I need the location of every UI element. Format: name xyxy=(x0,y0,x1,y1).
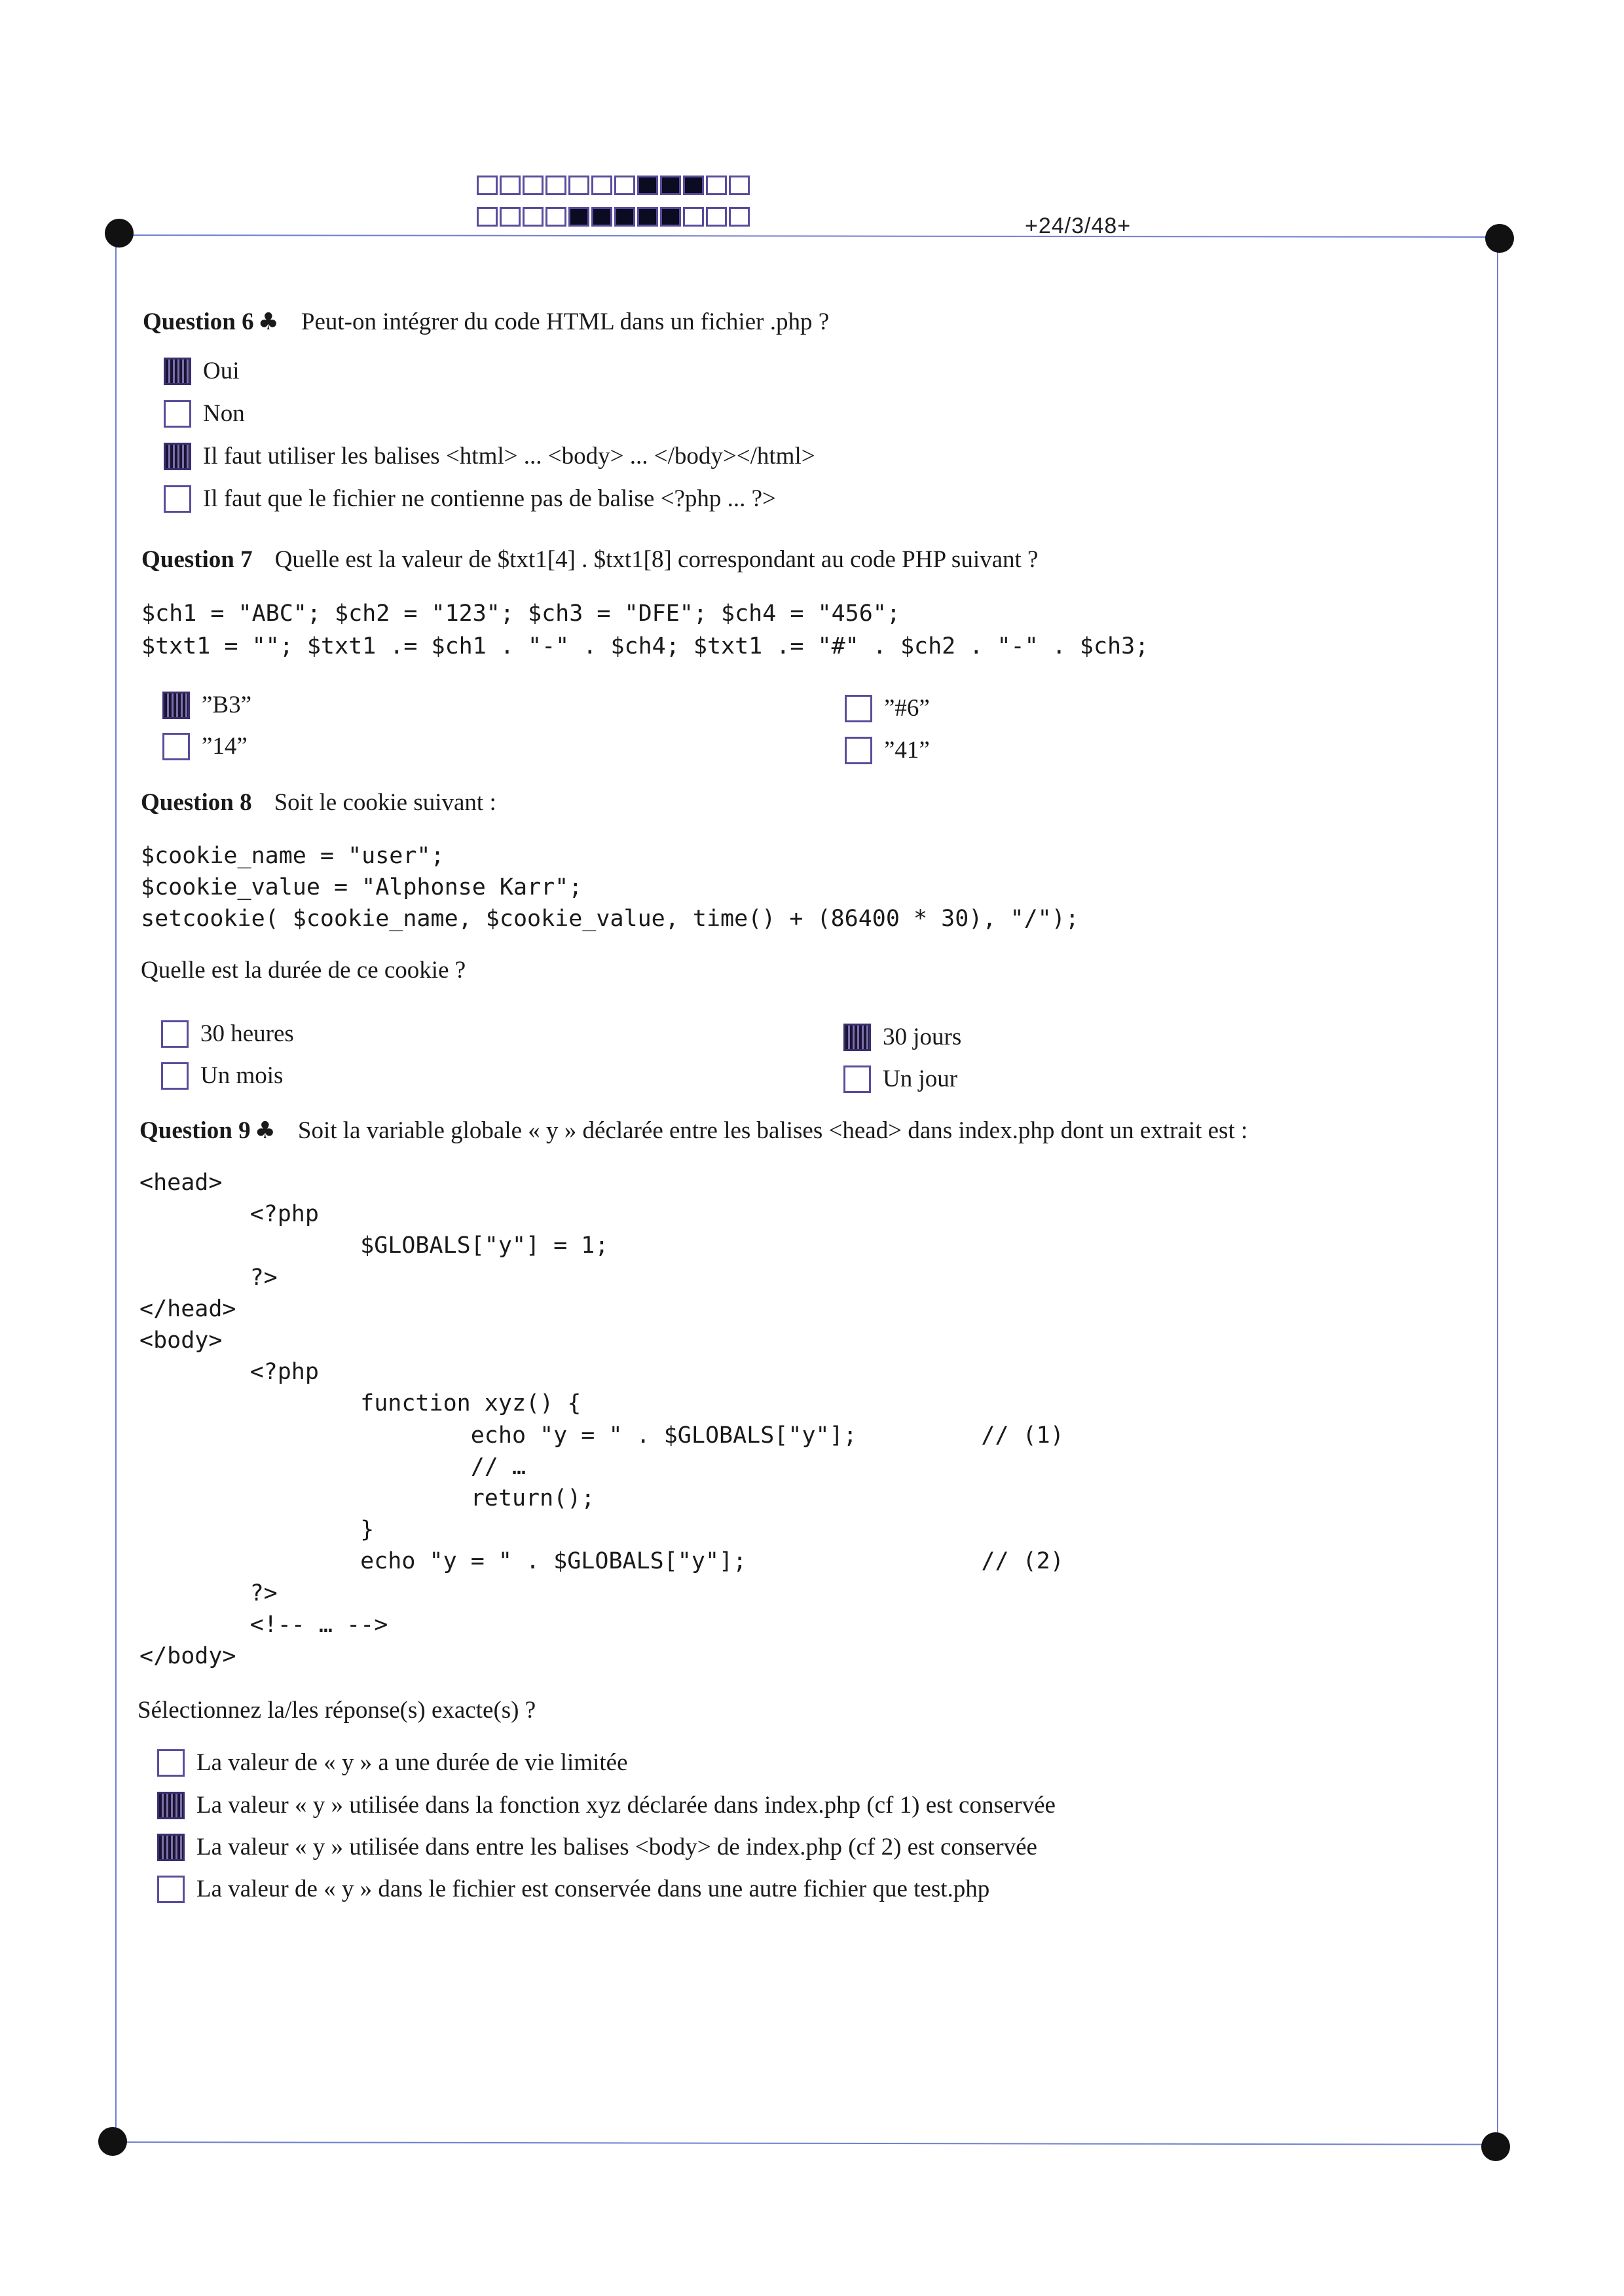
q9-option-1[interactable] xyxy=(157,1749,628,1777)
q7-option-3-checkbox[interactable] xyxy=(845,695,872,722)
code-cell xyxy=(637,176,658,195)
question-8-question: Quelle est la durée de ce cookie ? xyxy=(141,957,466,984)
question-8-code: $cookie_name = "user"; $cookie_value = "Alphonse Karr"; setcookie( $cookie_name, $cookie_value, time() + (86400 * 30), "/"); xyxy=(141,843,1079,932)
q7-option-4[interactable] xyxy=(845,736,930,764)
q9-option-3-checkbox[interactable] xyxy=(157,1834,185,1861)
question-7-title xyxy=(141,546,1038,574)
code-cell xyxy=(523,176,544,195)
question-7-text: Quelle est la valeur de $txt1[4] . $txt1[8] correspondant au code PHP suivant ? xyxy=(274,546,1039,573)
code-cell xyxy=(683,176,704,195)
frame-left-line xyxy=(115,234,117,2141)
code-cell xyxy=(591,207,612,227)
code-cell xyxy=(568,176,589,195)
page-id: +24/3/48+ xyxy=(1025,213,1132,238)
code-cell xyxy=(545,176,566,195)
q8-option-4[interactable] xyxy=(843,1065,957,1093)
question-6-title xyxy=(143,308,829,336)
q9-option-4-checkbox[interactable] xyxy=(157,1876,185,1903)
q6-option-3-checkbox[interactable] xyxy=(164,443,191,470)
q6-option-2-checkbox[interactable] xyxy=(164,400,191,428)
q7-option-1[interactable] xyxy=(162,691,251,719)
code-cell xyxy=(500,207,521,227)
code-cell xyxy=(545,207,566,227)
code-cell xyxy=(729,207,750,227)
q7-option-1-label: ”B3” xyxy=(202,692,252,718)
q7-option-4-checkbox[interactable] xyxy=(845,737,872,764)
code-cell xyxy=(614,207,635,227)
question-9-title xyxy=(139,1117,1247,1145)
q6-option-4-label: Il faut que le fichier ne contienne pas de balise <?php ... ?> xyxy=(203,485,776,512)
code-cell xyxy=(477,176,498,195)
question-7-code: $ch1 = "ABC"; $ch2 = "123"; $ch3 = "DFE"; $ch4 = "456"; $txt1 = ""; $txt1 .= $ch1 . "-" . $ch4; $txt1 .= "#" . $ch2 . "-" . $ch3; xyxy=(141,601,1149,659)
question-6-label: Question 6 xyxy=(143,308,254,335)
corner-mark-bottom-left xyxy=(98,2127,127,2156)
q8-option-4-label: Un jour xyxy=(883,1065,958,1092)
question-6-text: Peut-on intégrer du code HTML dans un fichier .php ? xyxy=(301,308,830,335)
q6-option-2-label: Non xyxy=(203,400,245,427)
question-9-question: Sélectionnez la/les réponse(s) exacte(s) ? xyxy=(138,1697,536,1724)
q7-option-2[interactable] xyxy=(162,732,248,760)
q8-option-3[interactable] xyxy=(843,1023,961,1051)
page-code-row-1 xyxy=(477,176,752,195)
question-8-title xyxy=(141,788,496,817)
code-cell xyxy=(729,176,750,195)
q6-option-1-label: Oui xyxy=(203,358,240,384)
q7-option-3-label: ”#6” xyxy=(884,695,930,722)
question-9-label: Question 9 xyxy=(139,1117,251,1144)
question-7-label: Question 7 xyxy=(141,546,253,573)
q9-option-2-checkbox[interactable] xyxy=(157,1792,185,1819)
q6-option-4-checkbox[interactable] xyxy=(164,485,191,513)
q7-option-2-checkbox[interactable] xyxy=(162,733,190,760)
q6-option-3-label: Il faut utiliser les balises <html> ... <body> ... </body></html> xyxy=(203,443,815,470)
q8-option-3-checkbox[interactable] xyxy=(843,1024,871,1051)
q7-option-4-label: ”41” xyxy=(884,737,930,764)
q8-option-2-checkbox[interactable] xyxy=(161,1062,189,1090)
q6-option-1-checkbox[interactable] xyxy=(164,358,191,385)
code-cell xyxy=(706,207,727,227)
question-8-text: Soit le cookie suivant : xyxy=(274,789,496,816)
question-9-code: <head> <?php $GLOBALS["y"] = 1; ?> </head> <body> <?php function xyz() { echo "y = " . $GLOBALS["y"]; // (1) // … return(); } echo "y = " . $GLOBALS["y"]; // (2) ?> <!-- … --> </body> xyxy=(139,1170,1064,1670)
page-code-row-2 xyxy=(477,207,752,227)
frame-right-line xyxy=(1497,237,1498,2144)
code-cell xyxy=(500,176,521,195)
code-cell xyxy=(683,207,704,227)
q9-option-4[interactable] xyxy=(157,1875,989,1903)
q7-option-3[interactable] xyxy=(845,694,930,722)
q9-option-1-label: La valeur de « y » a une durée de vie limitée xyxy=(196,1749,628,1776)
code-cell xyxy=(523,207,544,227)
question-9-text: Soit la variable globale « y » déclarée entre les balises <head> dans index.php dont un extrait est : xyxy=(297,1117,1248,1144)
corner-mark-bottom-right xyxy=(1481,2132,1510,2161)
q7-option-1-checkbox[interactable] xyxy=(162,692,190,719)
q6-option-1[interactable] xyxy=(164,357,240,385)
code-cell xyxy=(591,176,612,195)
q8-option-1[interactable] xyxy=(161,1020,294,1048)
q8-option-4-checkbox[interactable] xyxy=(843,1065,871,1093)
code-cell xyxy=(614,176,635,195)
code-cell xyxy=(660,207,681,227)
corner-mark-top-right xyxy=(1485,224,1514,253)
q8-option-1-checkbox[interactable] xyxy=(161,1020,189,1048)
q8-option-1-label: 30 heures xyxy=(200,1020,294,1047)
code-cell xyxy=(637,207,658,227)
question-8-label: Question 8 xyxy=(141,789,252,816)
corner-mark-top-left xyxy=(105,219,134,248)
q8-option-2[interactable] xyxy=(161,1062,283,1090)
q8-option-2-label: Un mois xyxy=(200,1062,284,1089)
club-icon: ♣ xyxy=(257,308,279,335)
code-cell xyxy=(660,176,681,195)
q6-option-2[interactable] xyxy=(164,399,245,428)
q9-option-4-label: La valeur de « y » dans le fichier est conservée dans une autre fichier que test.php xyxy=(196,1876,990,1902)
q9-option-3-label: La valeur « y » utilisée dans entre les balises <body> de index.php (cf 2) est conservée xyxy=(196,1834,1037,1861)
code-cell xyxy=(706,176,727,195)
q7-option-2-label: ”14” xyxy=(202,733,248,760)
code-cell xyxy=(477,207,498,227)
q8-option-3-label: 30 jours xyxy=(883,1024,962,1050)
q6-option-4[interactable] xyxy=(164,485,776,513)
q9-option-1-checkbox[interactable] xyxy=(157,1749,185,1777)
q9-option-2[interactable] xyxy=(157,1791,1056,1819)
frame-top-line xyxy=(120,234,1498,238)
q6-option-3[interactable] xyxy=(164,442,815,470)
club-icon: ♣ xyxy=(254,1117,276,1144)
code-cell xyxy=(568,207,589,227)
frame-bottom-line xyxy=(113,2141,1496,2145)
q9-option-3[interactable] xyxy=(157,1833,1037,1861)
q9-option-2-label: La valeur « y » utilisée dans la fonction xyz déclarée dans index.php (cf 1) est conservée xyxy=(196,1792,1056,1819)
